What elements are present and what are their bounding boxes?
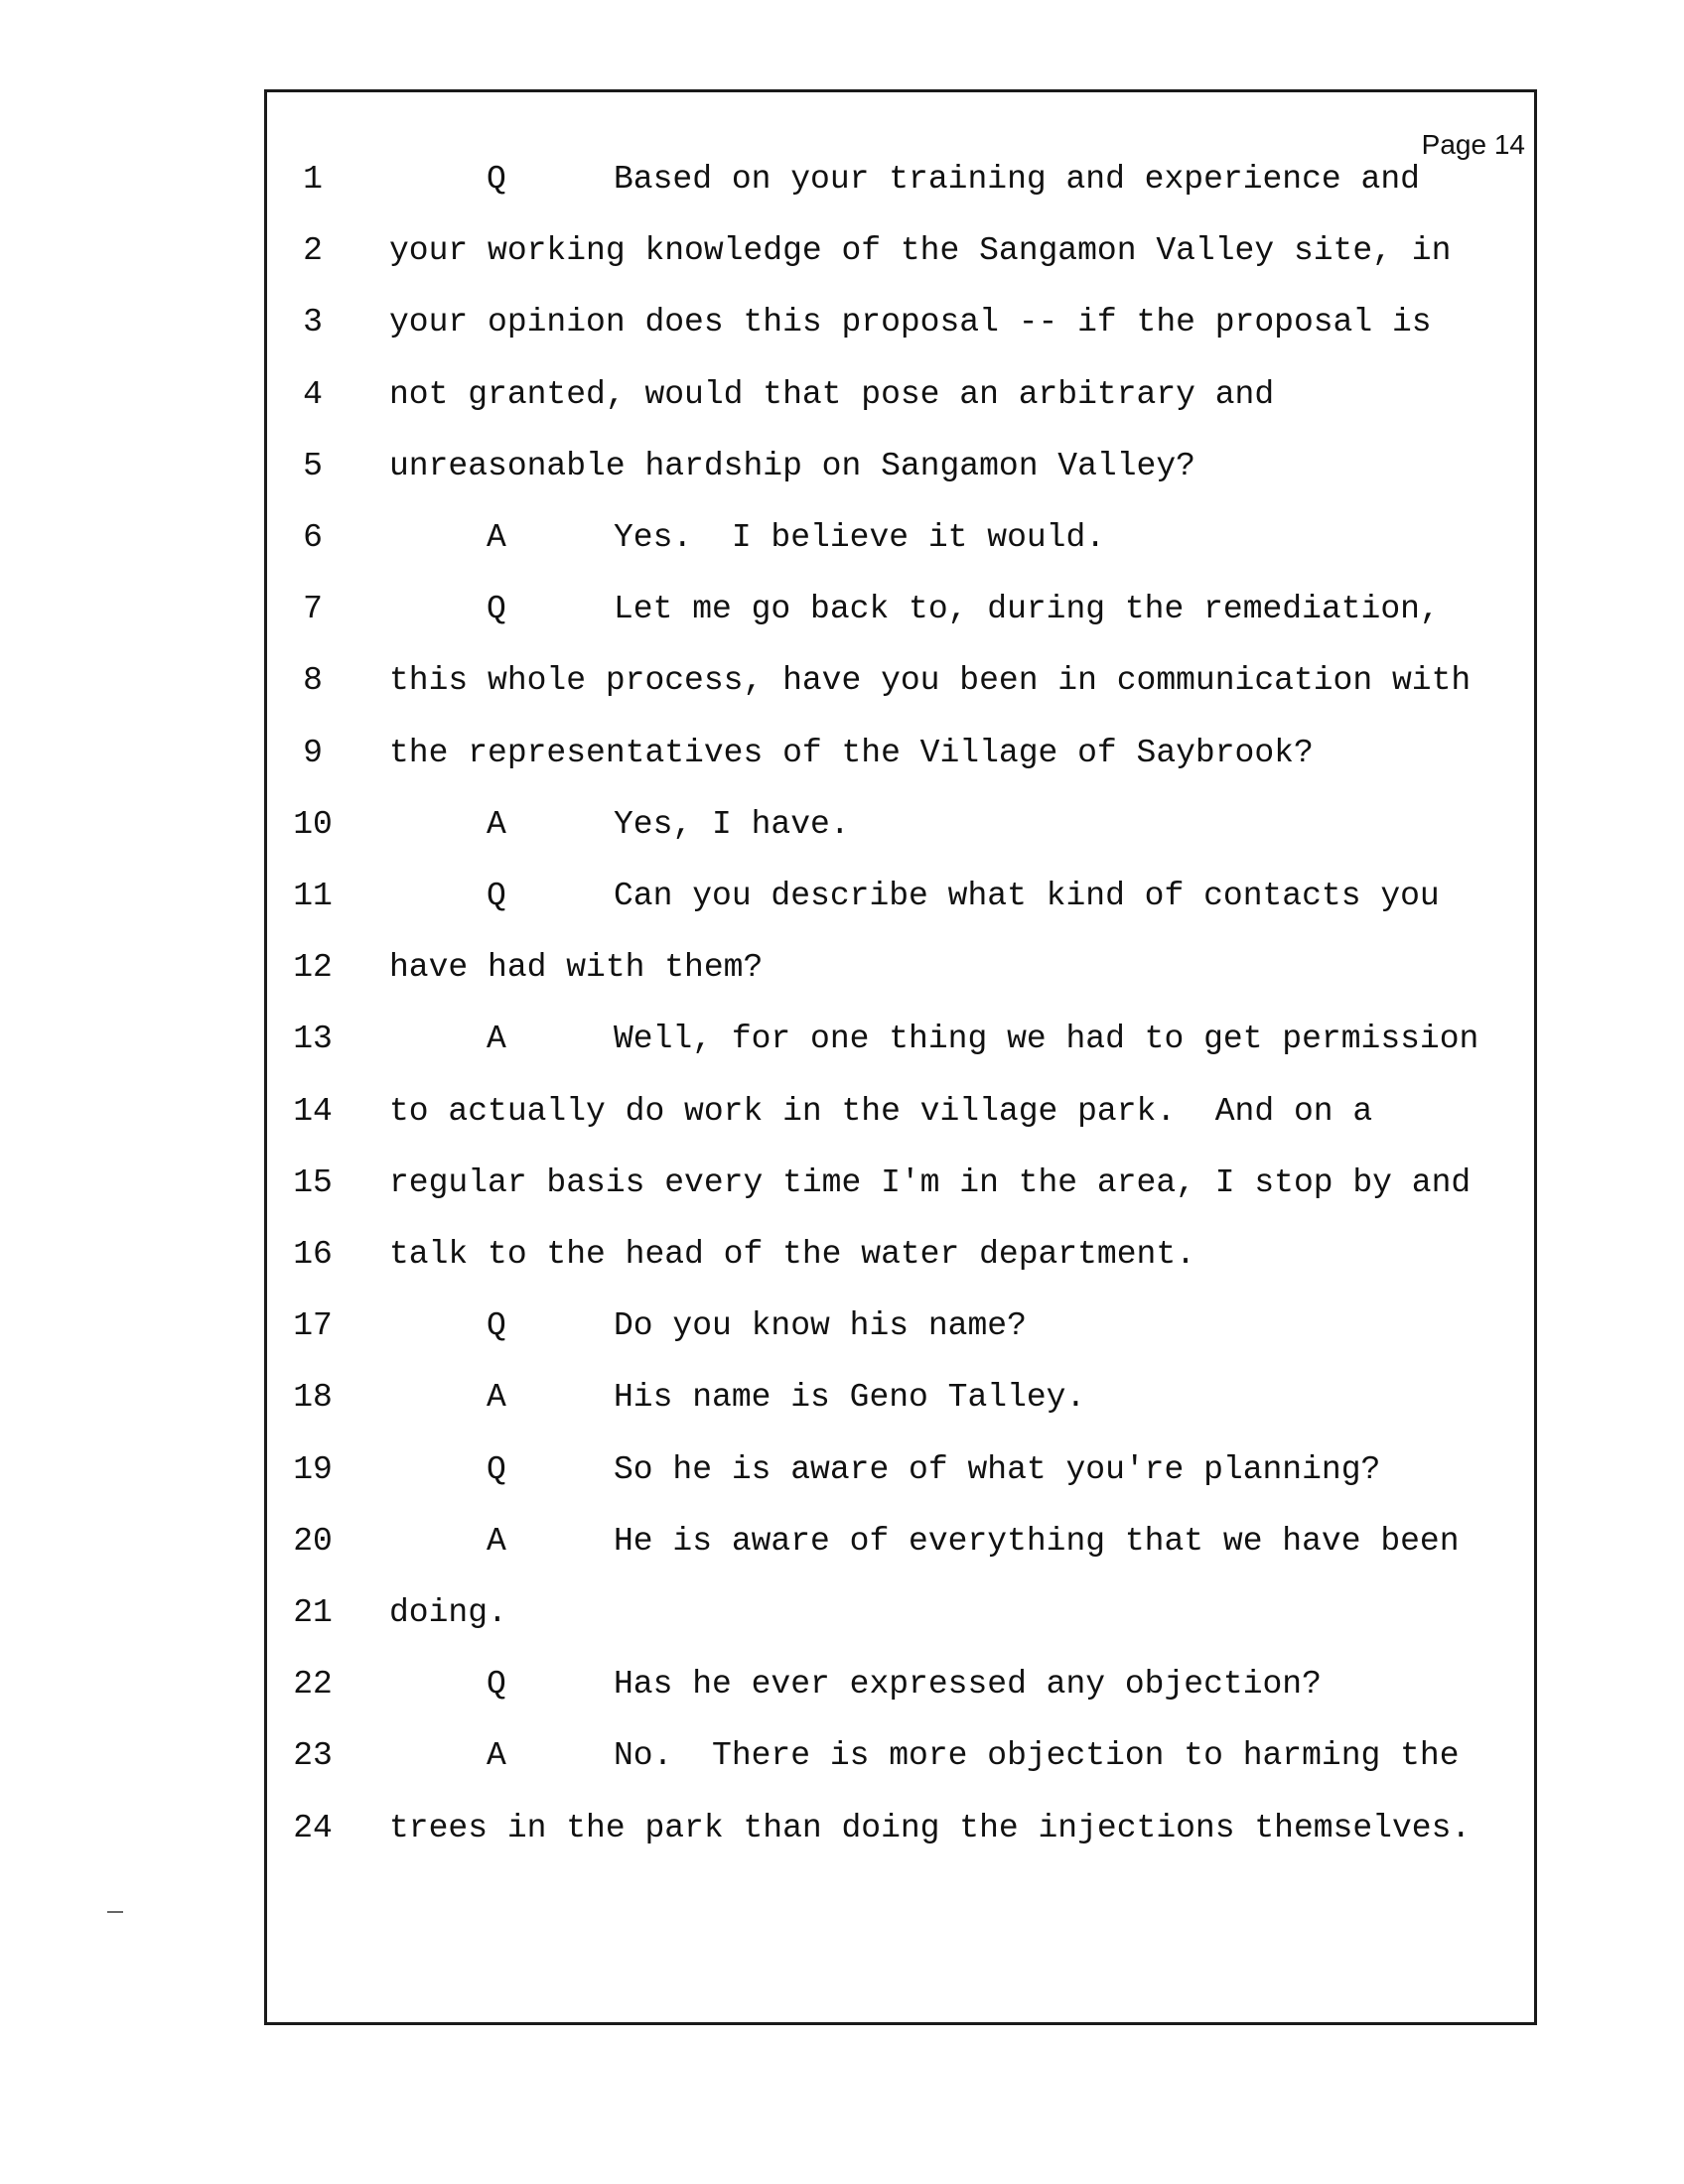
line-number: 2 (303, 232, 323, 270)
line-text: Can you describe what kind of contacts you (614, 878, 1440, 914)
line-text: the representatives of the Village of Saybrook? (389, 734, 1314, 771)
line-text: No. There is more objection to harming the (614, 1737, 1460, 1775)
transcript-line (0, 1379, 1684, 1450)
line-number: 4 (303, 375, 323, 413)
line-text: talk to the head of the water department. (389, 1236, 1195, 1273)
transcript-line (0, 1594, 1684, 1666)
line-number: 22 (293, 1666, 333, 1704)
line-number: 7 (303, 591, 323, 628)
line-text: trees in the park than doing the injections themselves. (389, 1809, 1472, 1846)
line-number: 5 (303, 447, 323, 484)
line-number: 10 (293, 805, 333, 843)
line-text: Well, for one thing we had to get permission (614, 1021, 1479, 1058)
transcript-line (0, 1666, 1684, 1737)
transcript-line (0, 232, 1684, 304)
line-text: Let me go back to, during the remediation, (614, 591, 1440, 628)
line-number: 14 (293, 1092, 333, 1130)
transcript-line (0, 662, 1684, 734)
transcript-line (0, 1810, 1684, 1881)
transcript-line (0, 878, 1684, 949)
page-number: Page 14 (1421, 129, 1525, 160)
speaker-label: Q (487, 1307, 506, 1345)
transcript-line (0, 161, 1684, 232)
transcript-line (0, 1093, 1684, 1164)
line-number: 17 (293, 1307, 333, 1345)
line-number: 18 (293, 1379, 333, 1417)
transcript-line (0, 519, 1684, 591)
speaker-label: Q (487, 1450, 506, 1488)
line-number: 20 (293, 1522, 333, 1560)
line-text: have had with them? (389, 949, 764, 987)
line-number: 24 (293, 1809, 333, 1846)
line-text: Has he ever expressed any objection? (614, 1666, 1322, 1704)
line-text: Yes, I have. (614, 805, 850, 843)
speaker-label: Q (487, 161, 506, 198)
speaker-label: A (487, 1737, 506, 1775)
line-text: doing. (389, 1594, 507, 1631)
line-text: your opinion does this proposal -- if the proposal is (389, 304, 1432, 341)
speaker-label: Q (487, 1666, 506, 1704)
line-text: So he is aware of what you're planning? (614, 1450, 1381, 1488)
line-text: regular basis every time I'm in the area, I stop by and (389, 1163, 1472, 1201)
margin-mark (107, 1911, 123, 1913)
speaker-label: A (487, 1379, 506, 1417)
line-number: 19 (293, 1450, 333, 1488)
line-text: Yes. I believe it would. (614, 519, 1106, 556)
line-number: 8 (303, 662, 323, 700)
line-number: 16 (293, 1236, 333, 1273)
line-number: 21 (293, 1594, 333, 1631)
line-number: 13 (293, 1021, 333, 1058)
speaker-label: Q (487, 591, 506, 628)
line-text: His name is Geno Talley. (614, 1379, 1086, 1417)
speaker-label: A (487, 519, 506, 556)
transcript-line (0, 1021, 1684, 1092)
transcript-line (0, 1307, 1684, 1379)
transcript-line (0, 806, 1684, 878)
line-number: 9 (303, 734, 323, 771)
line-number: 12 (293, 949, 333, 987)
line-text: Do you know his name? (614, 1307, 1027, 1345)
line-number: 3 (303, 304, 323, 341)
transcript-line (0, 1523, 1684, 1594)
line-number: 15 (293, 1163, 333, 1201)
transcript-line (0, 949, 1684, 1021)
transcript-line (0, 1451, 1684, 1523)
transcript-line (0, 376, 1684, 448)
transcript-line (0, 1236, 1684, 1307)
transcript-line (0, 304, 1684, 375)
speaker-label: A (487, 805, 506, 843)
line-text: this whole process, have you been in communication with (389, 662, 1472, 700)
line-text: unreasonable hardship on Sangamon Valley? (389, 447, 1195, 484)
transcript-line (0, 1737, 1684, 1809)
speaker-label: A (487, 1522, 506, 1560)
transcript-line (0, 735, 1684, 806)
transcript-line (0, 1164, 1684, 1236)
line-number: 6 (303, 519, 323, 556)
transcript-line (0, 591, 1684, 662)
line-text: Based on your training and experience and (614, 161, 1420, 198)
line-text: He is aware of everything that we have been (614, 1522, 1460, 1560)
line-text: not granted, would that pose an arbitrary and (389, 375, 1275, 413)
speaker-label: A (487, 1021, 506, 1058)
line-number: 1 (303, 161, 323, 198)
line-text: to actually do work in the village park. And on a (389, 1092, 1373, 1130)
speaker-label: Q (487, 878, 506, 914)
line-text: your working knowledge of the Sangamon Valley site, in (389, 232, 1452, 270)
transcript-line (0, 448, 1684, 519)
line-number: 23 (293, 1737, 333, 1775)
line-number: 11 (293, 878, 333, 914)
